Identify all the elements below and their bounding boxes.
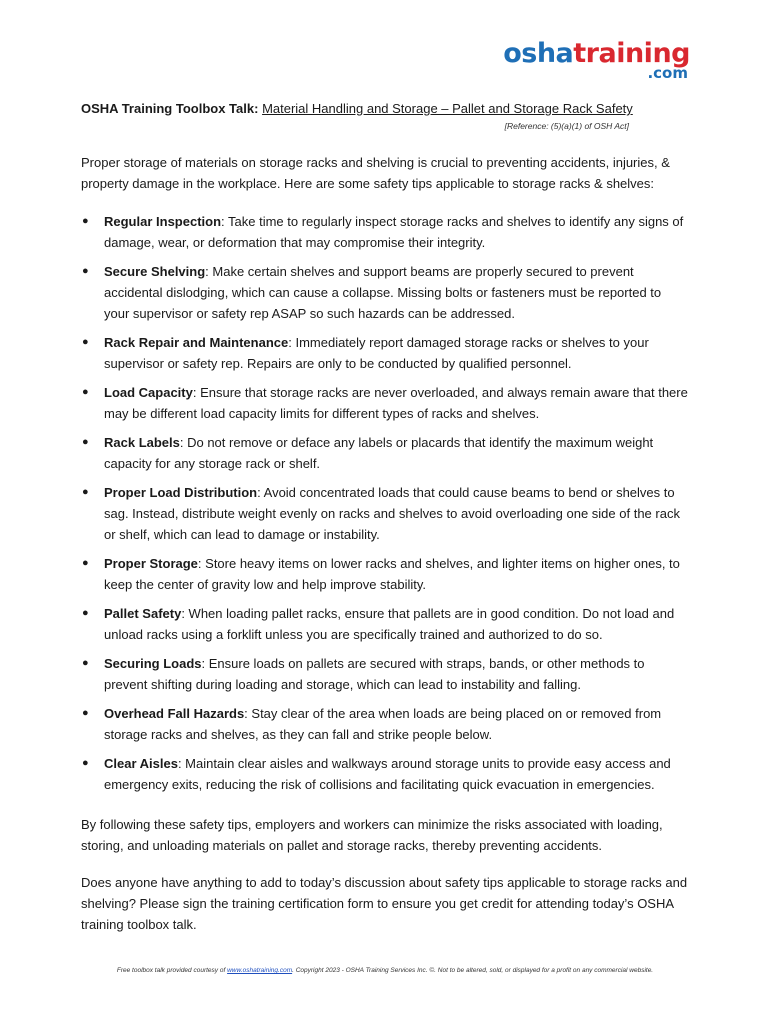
- tip-title: Securing Loads: [104, 656, 202, 671]
- logo-com-text: .com: [647, 64, 688, 82]
- bullet-icon: ●: [82, 386, 89, 398]
- bullet-icon: ●: [82, 657, 89, 669]
- tip-text: : Do not remove or deface any labels or placards that identify the maximum weight capacity for any storage rack or shelf.: [104, 435, 654, 471]
- bullet-icon: ●: [82, 757, 89, 769]
- logo-osha-text: osha: [503, 38, 574, 69]
- list-item: [81, 211, 689, 253]
- list-item: [81, 653, 689, 695]
- title-topic: Material Handling and Storage – Pallet and Storage Rack Safety: [262, 101, 633, 116]
- bullet-icon: ●: [82, 607, 89, 619]
- footer-prefix: Free toolbox talk provided courtesy of: [116, 967, 228, 974]
- tip-title: Rack Labels: [104, 435, 180, 450]
- list-item: [81, 432, 689, 474]
- bullet-icon: ●: [82, 557, 89, 569]
- list-item: [81, 382, 689, 424]
- list-item: [81, 753, 689, 795]
- tip-title: Rack Repair and Maintenance: [104, 335, 289, 350]
- list-item: [81, 603, 689, 645]
- bullet-icon: ●: [82, 707, 89, 719]
- tip-text: : Take time to regularly inspect storage racks and shelves to identify any signs of damage, wear, or deformation that may compromise their integrity.: [104, 214, 684, 250]
- tip-title: Overhead Fall Hazards: [104, 706, 245, 721]
- bullet-icon: ●: [82, 265, 89, 277]
- bullet-icon: ●: [82, 215, 89, 227]
- tip-text: : Immediately report damaged storage racks or shelves to your supervisor or safety rep. Repairs are only to be conducted by qualified personnel.: [104, 335, 649, 371]
- bullet-icon: ●: [82, 436, 89, 448]
- tip-text: : Store heavy items on lower racks and shelves, and lighter items on higher ones, to keep the center of gravity low and help improve stability.: [104, 556, 680, 592]
- tip-title: Pallet Safety: [104, 606, 182, 621]
- footer-note: [0, 967, 770, 974]
- tip-text: : When loading pallet racks, ensure that pallets are in good condition. Do not load and unload racks using a forklift unless you are specifically trained and authorized to do so.: [104, 606, 675, 642]
- list-item: [81, 332, 689, 374]
- footer-link[interactable]: www.oshatraining.com: [227, 967, 293, 974]
- tip-title: Proper Load Distribution: [104, 485, 258, 500]
- list-item: [81, 703, 689, 745]
- tip-text: : Stay clear of the area when loads are being placed on or removed from storage racks and shelves, as they can fall and strike people below.: [104, 706, 662, 742]
- tip-text: : Avoid concentrated loads that could cause beams to bend or shelves to sag. Instead, distribute weight evenly on racks and shelves to avoid overloading one side of the rack or shelf, which can lead to damage or instability.: [104, 485, 680, 542]
- list-item: [81, 482, 689, 545]
- footer-suffix: . Copyright 2023 - OSHA Training Services Inc. ©. Not to be altered, sold, or displayed for a profit on any commercial website.: [292, 967, 654, 974]
- tip-text: : Make certain shelves and support beams are properly secured to prevent accidental dislodging, which can cause a collapse. Missing bolts or fasteners must be reported to your supervisor or safety rep ASAP so such hazards can be addressed.: [104, 264, 662, 321]
- tip-title: Secure Shelving: [104, 264, 206, 279]
- reference-note: [Reference: (5)(a)(1) of OSH Act]: [504, 121, 629, 131]
- list-item: [81, 553, 689, 595]
- tip-text: : Ensure that storage racks are never overloaded, and always remain aware that there may be different load capacity limits for different types of racks and shelves.: [104, 385, 688, 421]
- tip-text: : Ensure loads on pallets are secured with straps, bands, or other methods to prevent shifting during loading and storage, which can lead to instability and falling.: [104, 656, 645, 692]
- oshatraining-logo: [503, 40, 690, 81]
- tip-title: Proper Storage: [104, 556, 198, 571]
- document-body: [81, 152, 689, 951]
- tip-text: : Maintain clear aisles and walkways around storage units to provide easy access and emergency exits, reducing the risk of collisions and facilitating quick evacuation in emergencies.: [104, 756, 671, 792]
- closing-paragraph: By following these safety tips, employers and workers can minimize the risks associated with loading, storing, and unloading materials on pallet and storage racks, thereby preventing accidents.: [81, 817, 663, 853]
- document-title: [81, 101, 730, 116]
- tip-title: Regular Inspection: [104, 214, 222, 229]
- intro-paragraph: Proper storage of materials on storage racks and shelving is crucial to preventing accidents, injuries, & property damage in the workplace. Here are some safety tips applicable to storage racks & shelves:: [81, 155, 670, 191]
- bullet-icon: ●: [82, 486, 89, 498]
- bullet-icon: ●: [82, 336, 89, 348]
- logo-wordmark: [503, 40, 690, 67]
- title-lead: OSHA Training Toolbox Talk:: [81, 101, 259, 116]
- list-item: [81, 261, 689, 324]
- tip-title: Clear Aisles: [104, 756, 178, 771]
- tip-title: Load Capacity: [104, 385, 193, 400]
- safety-tips-list: [81, 211, 689, 795]
- logo-training-text: training: [573, 38, 690, 69]
- discussion-paragraph: Does anyone have anything to add to today’s discussion about safety tips applicable to storage racks and shelving? Please sign the training certification form to ensure you get credit for attending today’s OSHA training toolbox talk.: [81, 875, 688, 932]
